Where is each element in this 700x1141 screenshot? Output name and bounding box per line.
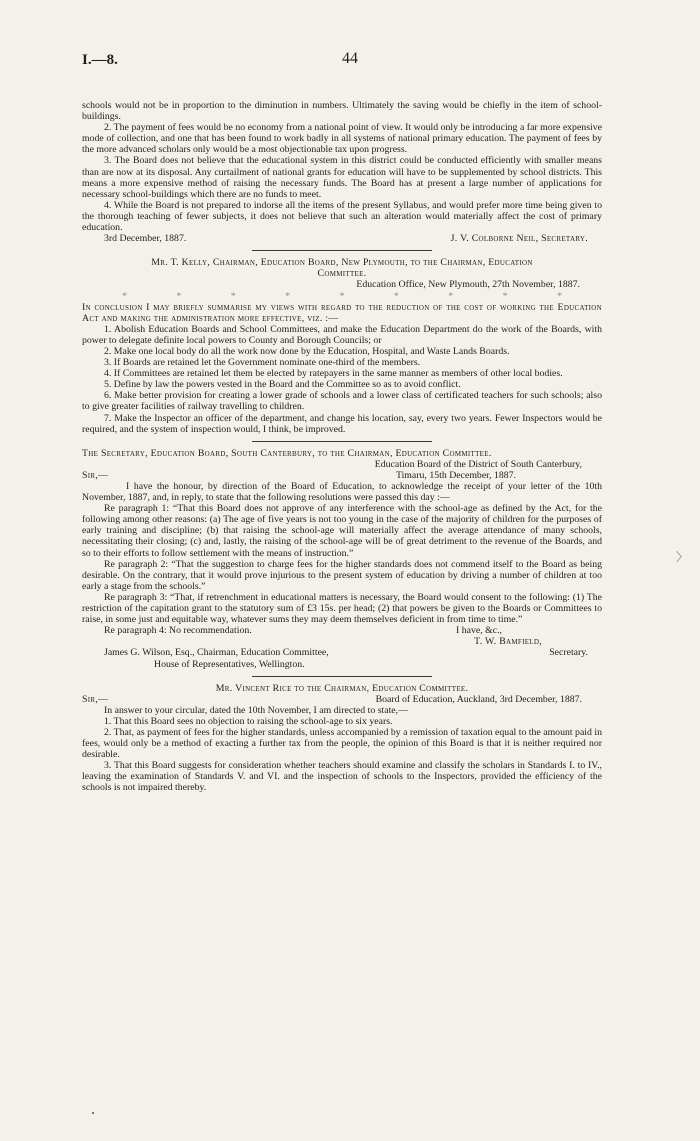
addressee: House of Representatives, Wellington. bbox=[154, 658, 305, 670]
paragraph: schools would not be in proportion to the diminution in numbers. Ultimately the saving would be chiefly in the item of school-buildings. bbox=[82, 100, 602, 123]
letter-address: Timaru, 15th December, 1887. bbox=[395, 469, 516, 481]
list-item: 2. That, as payment of fees for the higher standards, unless accompanied by a remission of taxation equal to the amount paid in fees, would only be a method of exacting a further tax from the people, the opinion of this Board is that it is neither required nor desirable. bbox=[82, 726, 602, 761]
list-item: 5. Define by law the powers vested in the Board and the Committee so as to avoid conflict. bbox=[104, 379, 461, 391]
paragraph: 4. While the Board is not prepared to indorse all the items of the present Syllabus, and would prefer more time being given to the thorough teaching of fewer subjects, it does not believe that such an alteration would materially affect the cost of primary education. bbox=[82, 199, 602, 234]
list-item: 3. If Boards are retained let the Government nominate one-third of the members. bbox=[104, 357, 421, 369]
addressee-line bbox=[82, 647, 602, 658]
star: * bbox=[122, 290, 127, 302]
document-body bbox=[82, 100, 602, 794]
elision-stars bbox=[82, 291, 602, 302]
signatory-name: T. W. Bamfield, bbox=[474, 636, 542, 648]
paragraph: 2. The payment of fees would be no economy from a national point of view. It would only be introducing a far more expensive mode of collection, and one that has been found to work badly in all systems of national primary education. The payment of fees by the more advanced scholars only would be a most objectionable tax upon progress. bbox=[82, 122, 602, 156]
section-divider bbox=[252, 441, 432, 442]
salutation-line bbox=[82, 470, 602, 481]
list-item: 2. Make one local body do all the work now done by the Education, Hospital, and Waste Lands Boards. bbox=[104, 345, 510, 357]
signature-line bbox=[82, 233, 602, 244]
closing: I have, &c., bbox=[456, 625, 502, 637]
star: * bbox=[285, 290, 291, 302]
star: * bbox=[339, 290, 345, 302]
paragraph: In conclusion I may briefly summarise my views with regard to the reduction of the cost of working the Education Act and making the administration more effective, viz. :— bbox=[82, 301, 602, 324]
star: * bbox=[502, 290, 508, 302]
letter-dateline: Education Office, New Plymouth, 27th November, 1887. bbox=[356, 279, 580, 291]
letter-heading-cont: Committee. bbox=[317, 268, 367, 280]
page-number: 44 bbox=[342, 50, 358, 67]
star: * bbox=[230, 290, 236, 302]
paragraph: Re paragraph 4: No recommendation. bbox=[104, 625, 252, 637]
signatory-title: Secretary. bbox=[549, 647, 588, 659]
paragraph: 3. The Board does not believe that the educational system in this district could be conducted efficiently with smaller means than are now at its disposal. Any curtailment of national grants for education will have to be supplemented by school districts. This means a more expensive method of raising the necessary funds. The Board has at present a large number of applications for necessary school-buildings which there are no funds to meet. bbox=[82, 155, 602, 200]
star: * bbox=[176, 290, 182, 302]
letter-dateline: Board of Education, Auckland, 3rd December, 1887. bbox=[375, 693, 582, 705]
section-divider bbox=[252, 676, 432, 677]
signatory: J. V. Colborne Neil, Secretary. bbox=[450, 233, 588, 245]
letter-heading: Mr. T. Kelly, Chairman, Education Board, New Plymouth, to the Chairman, Education bbox=[151, 257, 533, 269]
paragraph: Re paragraph 2: “That the suggestion to charge fees for the higher standards does not commend itself to the Board as being desirable. On the contrary, that it would prove injurious to the present system of education by driving a number of children at too early a stage from the schools.” bbox=[82, 558, 602, 592]
paragraph: I have the honour, by direction of the Board of Education, to acknowledge the receipt of your letter of the 10th November, 1887, and, in reply, to state that the following resolutions were passed this day :— bbox=[82, 481, 602, 504]
section-divider bbox=[252, 250, 432, 251]
paragraph: Re paragraph 3: “That, if retrenchment in educational matters is necessary, the Board would consent to the following: (1) The restriction of the capitation grant to the statutory sum of £3 15s. per head; (2) that powers be given to the Boards or Committees to raise, in some just and equitable way, whatever sums they may deem themselves deficient in from time to time.” bbox=[82, 591, 602, 626]
closing-line bbox=[82, 625, 602, 636]
list-item: 1. That this Board sees no objection to raising the school-age to six years. bbox=[104, 715, 393, 727]
salutation: Sir,— bbox=[82, 693, 109, 705]
addressee: James G. Wilson, Esq., Chairman, Education Committee, bbox=[104, 647, 329, 659]
list-item: 1. Abolish Education Boards and School Committees, and make the Education Department do the work of the Boards, with power to delegate definite local powers to County and Borough Councils; or bbox=[82, 323, 602, 346]
list-item: 6. Make better provision for creating a lower grade of schools and a lower class of certificated teachers for such schools; also to give greater facilities of railway travelling to children. bbox=[82, 390, 602, 413]
salutation: Sir,— bbox=[82, 469, 109, 481]
letter-heading: The Secretary, Education Board, South Canterbury, to the Chairman, Education Committee. bbox=[82, 447, 492, 459]
paragraph: In answer to your circular, dated the 10th November, I am directed to state,— bbox=[104, 704, 408, 716]
salutation-line bbox=[82, 694, 602, 705]
letter-heading: Mr. Vincent Rice to the Chairman, Education Committee. bbox=[215, 682, 469, 694]
list-item: 4. If Committees are retained let them be elected by ratepayers in the same manner as members of other local bodies. bbox=[104, 368, 563, 380]
star: * bbox=[448, 290, 454, 302]
margin-mark: 〉 bbox=[676, 550, 689, 564]
list-item: 3. That this Board suggests for consideration whether teachers should examine and classify the scholars in Standards I. to IV., leaving the examination of Standards V. and VI. and the inspection of schools to the Inspectors, provided the efficiency of the schools is not impaired thereby. bbox=[82, 760, 602, 794]
list-item: 7. Make the Inspector an officer of the department, and change his location, say, every two years. Fewer Inspectors would be required, and the system of inspection would, I think, be improved. bbox=[82, 412, 602, 435]
letter-address: Education Board of the District of South Canterbury, bbox=[374, 458, 582, 470]
page-reference: I.—8. bbox=[82, 52, 118, 68]
star: * bbox=[393, 290, 399, 302]
star: * bbox=[557, 290, 562, 302]
letter-date: 3rd December, 1887. bbox=[104, 233, 187, 245]
print-speck bbox=[92, 1112, 94, 1114]
paragraph: Re paragraph 1: “That this Board does not approve of any interference with the school-age as defined by the Act, for the following among other reasons: (a) The age of five years is not too young in the case of the majority of children for the purposes of early training and discipline; (b) that raising the school-age will materially affect the average attendance of many schools, necessitating their closing; (c) and, lastly, the raising of the school-age will be of great detriment to the revenue of the Boards, and so to their efforts to follow settlement with the means of instruction.” bbox=[82, 503, 602, 559]
